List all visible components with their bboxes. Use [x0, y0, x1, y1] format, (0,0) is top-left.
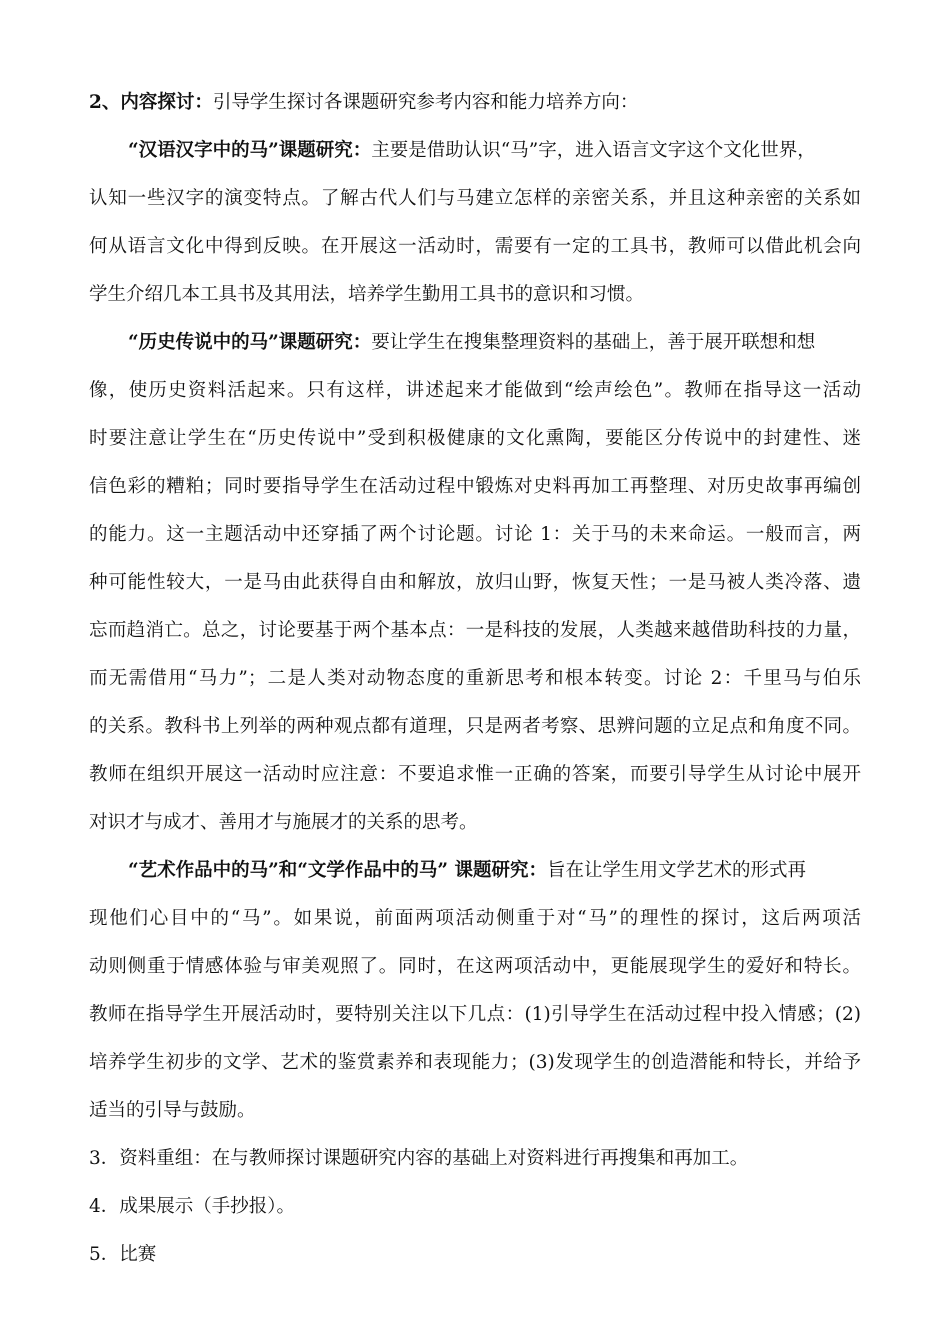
art-para-line-4: 教师在指导学生开展活动时，要特别关注以下几点：(1)引导学生在活动过程中投入情感；(2) [89, 1004, 861, 1025]
hanzi-para-lead: “汉语汉字中的马”课题研究： [128, 140, 372, 161]
item-5: 5．比赛 [89, 1244, 157, 1265]
history-para-lead: “历史传说中的马”课题研究： [128, 332, 372, 353]
history-para-line-10: 教师在组织开展这一活动时应注意：不要追求惟一正确的答案，而要引导学生从讨论中展开 [89, 764, 861, 785]
art-para-line-3: 动则侧重于情感体验与审美观照了。同时，在这两项活动中，更能展现学生的爱好和特长。 [89, 956, 861, 977]
history-para-text: 要让学生在搜集整理资料的基础上，善于展开联想和想 [371, 332, 816, 353]
history-para-line-4: 信色彩的糟粕；同时要指导学生在活动过程中锻炼对史料再加工再整理、对历史故事再编创 [89, 476, 861, 497]
history-para-line-11: 对识才与成才、善用才与施展才的关系的思考。 [89, 812, 478, 833]
history-para-line-6: 种可能性较大，一是马由此获得自由和解放，放归山野，恢复天性；一是马被人类冷落、遗 [89, 572, 861, 593]
art-para-text: 旨在让学生用文学艺术的形式再 [547, 860, 807, 881]
section-2-intro: 引导学生探讨各课题研究参考内容和能力培养方向： [212, 92, 639, 113]
hanzi-para-line-4: 学生介绍几本工具书及其用法，培养学生勤用工具书的意识和习惯。 [89, 284, 645, 305]
hanzi-para-line-2: 认知一些汉字的演变特点。了解古代人们与马建立怎样的亲密关系，并且这种亲密的关系如 [89, 188, 861, 209]
item-4: 4．成果展示（手抄报）。 [89, 1196, 296, 1217]
art-para-line-6: 适当的引导与鼓励。 [89, 1100, 256, 1121]
item-3: 3．资料重组：在与教师探讨课题研究内容的基础上对资料进行再搜集和再加工。 [89, 1148, 749, 1169]
art-para-line-5: 培养学生初步的文学、艺术的鉴赏素养和表现能力；(3)发现学生的创造潜能和特长，并给予 [89, 1052, 861, 1073]
art-para-lead: “艺术作品中的马”和“文学作品中的马” 课题研究： [128, 860, 548, 881]
section-2-line [89, 91, 861, 115]
art-para-line-1 [128, 859, 861, 883]
history-para-line-2: 像，使历史资料活起来。只有这样，讲述起来才能做到“绘声绘色”。教师在指导这一活动 [89, 380, 861, 401]
history-para-line-1 [128, 331, 861, 355]
hanzi-para-text: 主要是借助认识“马”字，进入语言文字这个文化世界， [371, 140, 816, 161]
history-para-line-5: 的能力。这一主题活动中还穿插了两个讨论题。讨论 1：关于马的未来命运。一般而言，两 [89, 524, 861, 545]
art-para-line-2: 现他们心目中的“马”。如果说，前面两项活动侧重于对“马”的理性的探讨，这后两项活 [89, 908, 861, 929]
hanzi-para-line-1 [128, 139, 861, 163]
hanzi-para-line-3: 何从语言文化中得到反映。在开展这一活动时，需要有一定的工具书，教师可以借此机会向 [89, 236, 861, 257]
history-para-line-7: 忘而趋消亡。总之，讨论要基于两个基本点：一是科技的发展，人类越来越借助科技的力量， [89, 620, 861, 641]
history-para-line-9: 的关系。教科书上列举的两种观点都有道理，只是两者考察、思辨问题的立足点和角度不同。 [89, 716, 861, 737]
history-para-line-3: 时要注意让学生在“历史传说中”受到积极健康的文化熏陶，要能区分传说中的封建性、迷 [89, 428, 861, 449]
section-2-heading: 2、内容探讨： [89, 92, 213, 113]
history-para-line-8: 而无需借用“马力”；二是人类对动物态度的重新思考和根本转变。讨论 2：千里马与伯乐 [89, 668, 861, 689]
